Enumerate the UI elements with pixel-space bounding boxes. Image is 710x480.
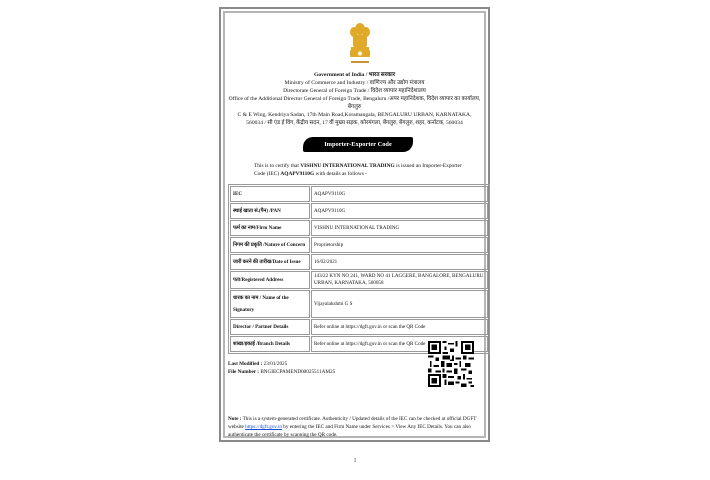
table-row: स्थाई खाता सं.(पैन) /PAN AQAPV9110G bbox=[230, 203, 488, 219]
table-row: फर्म का नाम/Firm Name VISHNU INTERNATIONAL TRADING bbox=[230, 220, 488, 236]
authenticity-note: Note : This is a system-generated certificate. Authenticity / Updated details of the IEC can be checked at official DGFT website https://dgft.gov.in by entering the IEC and Firm Name under Services > View Any IEC Details. You can also authenticate the certificate by scanning the QR code. bbox=[228, 416, 477, 438]
office-line: Office of the Additional Director General of Foreign Trade, Bengaluru /अपर महानिदेशक, विदेश व्यापार का कार्यालय, बेंगलुरु bbox=[228, 96, 481, 110]
dgft-website-link[interactable]: https://dgft.gov.in bbox=[245, 424, 282, 430]
inner-border bbox=[223, 11, 486, 438]
document-title-banner: Importer-Exporter Code bbox=[303, 137, 413, 152]
table-row: धारक का नाम / Name of the Signatory Vijayalakshmi G S bbox=[230, 290, 488, 318]
page-number: 1 bbox=[353, 458, 357, 464]
qr-code-icon[interactable] bbox=[428, 341, 474, 387]
firm-name: VISHNU INTERNATIONAL TRADING bbox=[300, 163, 395, 169]
table-row: IEC AQAPV9110G bbox=[230, 186, 488, 202]
directorate-line: Directorate General of Foreign Trade / विदेश व्यापार महानिदेशालय bbox=[283, 88, 426, 94]
iec-details-table bbox=[228, 184, 490, 354]
national-emblem-icon bbox=[346, 21, 374, 67]
table-row: जारी करने की तारीख/Date of Issue 16/02/2021 bbox=[230, 254, 488, 270]
certificate-content bbox=[228, 16, 484, 438]
government-title: Government of India / भारत सरकार bbox=[313, 72, 396, 78]
iec-code: AQAPV9110G bbox=[280, 171, 315, 177]
table-row: शाखा/इकाई /Branch Details Refer online at https://dgft.gov.in or scan the QR Code bbox=[230, 336, 488, 352]
certification-statement: This is to certify that VISHNU INTERNATIONAL TRADING is issued an Importer-Exporter Code (IEC) AQAPV9110G with details as follows - bbox=[254, 163, 462, 177]
ministry-line: Ministry of Commerce and Industry / वाणिज्य और उद्योग मंत्रालय bbox=[284, 80, 425, 86]
office-address: C & E Wing, Kendriya Sadan, 17th Main Road,Koramangala, BENGALURU URBAN, KARNATAKA, 560034 / सी एंड ई विंग, केंद्रीय सदन, 17 वीं मुख्य सड़क, कोरमंगला, बेंगलुरु, बेंगलुरु, शहर, कर्नाटक, 560034 bbox=[237, 112, 472, 126]
file-metadata bbox=[228, 360, 335, 376]
file-number: File Number : BNGIECPAMEND00025511AM25 bbox=[228, 369, 336, 375]
table-row: Director / Partner Details Refer online at https://dgft.gov.in or scan the QR Code bbox=[230, 319, 488, 335]
last-modified: Last Modified : 23/01/2025 bbox=[228, 361, 288, 367]
table-row: निगम की प्रकृति /Nature of Concern Proprietorship bbox=[230, 237, 488, 253]
table-row: पता/Registered Address 143/22 KYN NO 241, WARD NO 41 LAGGERE, BANGALORE, BENGALURU URBAN, KARNATAKA, 560058 bbox=[230, 271, 488, 289]
certificate-page bbox=[219, 7, 490, 442]
